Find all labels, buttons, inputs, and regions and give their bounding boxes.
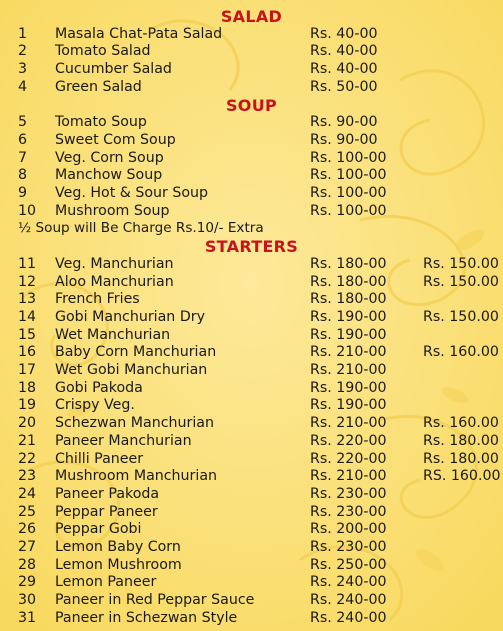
item-price: Rs. 220-00 xyxy=(310,432,387,449)
item-name: Chilli Paneer xyxy=(55,450,144,467)
menu-item xyxy=(0,26,503,44)
item-price: Rs. 190-00 xyxy=(310,379,387,396)
item-number: 21 xyxy=(18,432,37,449)
item-number: 17 xyxy=(18,362,37,378)
item-half-price: Rs. 160.00 xyxy=(423,415,499,432)
item-name: Mushroom Manchurian xyxy=(55,468,217,485)
menu-item xyxy=(0,433,503,451)
item-number: 25 xyxy=(18,503,37,520)
item-price: Rs. 100-00 xyxy=(310,202,387,219)
item-half-price: Rs. 160.00 xyxy=(423,344,499,361)
menu-item xyxy=(0,61,503,79)
menu-item xyxy=(0,327,503,345)
item-number: 27 xyxy=(18,539,37,555)
item-number: 13 xyxy=(18,291,37,308)
item-name: Green Salad xyxy=(55,78,142,95)
menu-item xyxy=(0,504,503,522)
menu-item xyxy=(0,150,503,168)
item-name: Peppar Gobi xyxy=(55,521,142,538)
item-number: 10 xyxy=(18,202,37,219)
item-number: 11 xyxy=(18,255,37,272)
item-name: Tomato Salad xyxy=(55,43,151,60)
item-number: 5 xyxy=(18,114,28,131)
item-number: 9 xyxy=(18,185,28,201)
item-price: Rs. 100-00 xyxy=(310,185,387,201)
menu-item xyxy=(0,274,503,292)
item-number: 6 xyxy=(18,131,28,148)
item-name: Paneer Manchurian xyxy=(55,432,192,449)
item-number: 4 xyxy=(18,78,28,95)
item-name: Lemon Baby Corn xyxy=(55,539,181,555)
item-number: 28 xyxy=(18,556,37,573)
item-name: Peppar Paneer xyxy=(55,503,158,520)
item-price: Rs. 210-00 xyxy=(310,362,387,378)
item-price: Rs. 180-00 xyxy=(310,273,387,290)
item-price: Rs. 240-00 xyxy=(310,574,387,591)
item-name: French Fries xyxy=(55,291,140,308)
item-price: Rs. 180-00 xyxy=(310,291,387,308)
item-price: Rs. 230-00 xyxy=(310,503,387,520)
section-heading-starters: STARTERS xyxy=(204,237,299,257)
item-name: Gobi Manchurian Dry xyxy=(55,308,205,325)
menu-item xyxy=(0,43,503,61)
item-number: 18 xyxy=(18,379,37,396)
menu-item xyxy=(0,451,503,469)
item-price: Rs. 190-00 xyxy=(310,326,387,343)
item-number: 15 xyxy=(18,326,37,343)
menu-item xyxy=(0,256,503,274)
item-price: Rs. 220-00 xyxy=(310,450,387,467)
item-price: Rs. 40-00 xyxy=(310,25,378,42)
item-price: Rs. 240-00 xyxy=(310,609,387,626)
item-name: Sweet Com Soup xyxy=(55,131,176,148)
menu-item xyxy=(0,167,503,185)
item-number: 2 xyxy=(18,43,28,60)
item-price: Rs. 100-00 xyxy=(310,167,387,184)
item-name: Lemon Paneer xyxy=(55,574,157,591)
menu-item xyxy=(0,574,503,592)
item-price: Rs. 230-00 xyxy=(310,539,387,555)
item-price: Rs. 250-00 xyxy=(310,556,387,573)
item-number: 24 xyxy=(18,485,37,502)
item-name: Crispy Veg. xyxy=(55,397,135,414)
menu-item xyxy=(0,114,503,132)
menu-item xyxy=(0,380,503,398)
item-name: Paneer in Red Peppar Sauce xyxy=(55,592,255,609)
item-price: Rs. 230-00 xyxy=(310,485,387,502)
menu-item xyxy=(0,557,503,575)
item-number: 20 xyxy=(18,415,37,432)
item-name: Paneer in Schezwan Style xyxy=(55,609,238,626)
item-price: Rs. 40-00 xyxy=(310,61,378,78)
menu-item xyxy=(0,344,503,362)
item-price: Rs. 210-00 xyxy=(310,344,387,361)
item-number: 26 xyxy=(18,521,37,538)
menu-item xyxy=(0,79,503,97)
item-price: Rs. 180-00 xyxy=(310,255,387,272)
menu-item xyxy=(0,415,503,433)
item-number: 14 xyxy=(18,308,37,325)
section-heading-soup: SOUP xyxy=(225,95,278,115)
item-number: 16 xyxy=(18,344,37,361)
item-name: Baby Corn Manchurian xyxy=(55,344,217,361)
item-name: Tomato Soup xyxy=(55,114,147,131)
item-name: Wet Gobi Manchurian xyxy=(55,362,208,378)
item-number: 3 xyxy=(18,61,28,78)
item-number: 23 xyxy=(18,468,37,485)
item-half-price: Rs. 150.00 xyxy=(423,308,499,325)
menu-item xyxy=(0,468,503,486)
item-price: Rs. 50-00 xyxy=(310,78,378,95)
item-price: Rs. 40-00 xyxy=(310,43,378,60)
menu-item xyxy=(0,539,503,557)
item-name: Lemon Mushroom xyxy=(55,556,182,573)
item-price: Rs. 200-00 xyxy=(310,521,387,538)
item-name: Mushroom Soup xyxy=(55,202,170,219)
item-number: 19 xyxy=(18,397,37,414)
item-name: Cucumber Salad xyxy=(55,61,172,78)
section-heading-salad: SALAD xyxy=(220,7,283,26)
item-name: Aloo Manchurian xyxy=(55,273,174,290)
item-half-price: Rs. 150.00 xyxy=(423,273,499,290)
item-number: 1 xyxy=(18,25,28,42)
item-number: 7 xyxy=(18,149,28,166)
item-price: Rs. 240-00 xyxy=(310,592,387,609)
item-number: 8 xyxy=(18,167,28,184)
item-name: Gobi Pakoda xyxy=(55,379,143,396)
item-name: Paneer Pakoda xyxy=(55,485,160,502)
item-half-price: RS. 160.00 xyxy=(423,468,501,485)
item-price: Rs. 210-00 xyxy=(310,468,387,485)
menu-item xyxy=(0,610,503,628)
item-number: 29 xyxy=(18,574,37,591)
item-price: Rs. 90-00 xyxy=(310,114,378,131)
item-price: Rs. 190-00 xyxy=(310,308,387,325)
item-name: Manchow Soup xyxy=(55,167,163,184)
item-name: Veg. Hot & Sour Soup xyxy=(55,185,209,201)
item-half-price: Rs. 150.00 xyxy=(423,255,499,272)
item-price: Rs. 210-00 xyxy=(310,415,387,432)
item-name: Schezwan Manchurian xyxy=(55,415,214,432)
item-number: 12 xyxy=(18,273,37,290)
item-name: Veg. Corn Soup xyxy=(55,149,164,166)
menu-item xyxy=(0,486,503,504)
item-number: 22 xyxy=(18,450,37,467)
soup-half-note: ½ Soup will Be Charge Rs.10/- Extra xyxy=(18,220,264,237)
item-price: Rs. 190-00 xyxy=(310,397,387,414)
item-number: 30 xyxy=(18,592,37,609)
menu-item xyxy=(0,592,503,610)
menu-item xyxy=(0,185,503,203)
menu-item xyxy=(0,132,503,150)
menu-item xyxy=(0,362,503,380)
item-half-price: Rs. 180.00 xyxy=(423,450,499,467)
item-price: Rs. 100-00 xyxy=(310,149,387,166)
item-name: Masala Chat-Pata Salad xyxy=(55,25,223,42)
menu-item xyxy=(0,291,503,309)
menu-item xyxy=(0,397,503,415)
item-price: Rs. 90-00 xyxy=(310,131,378,148)
item-name: Veg. Manchurian xyxy=(55,255,174,272)
item-half-price: Rs. 180.00 xyxy=(423,432,499,449)
item-name: Wet Manchurian xyxy=(55,326,171,343)
menu-item xyxy=(0,203,503,221)
menu-item xyxy=(0,309,503,327)
item-number: 31 xyxy=(18,609,37,626)
menu-item xyxy=(0,521,503,539)
